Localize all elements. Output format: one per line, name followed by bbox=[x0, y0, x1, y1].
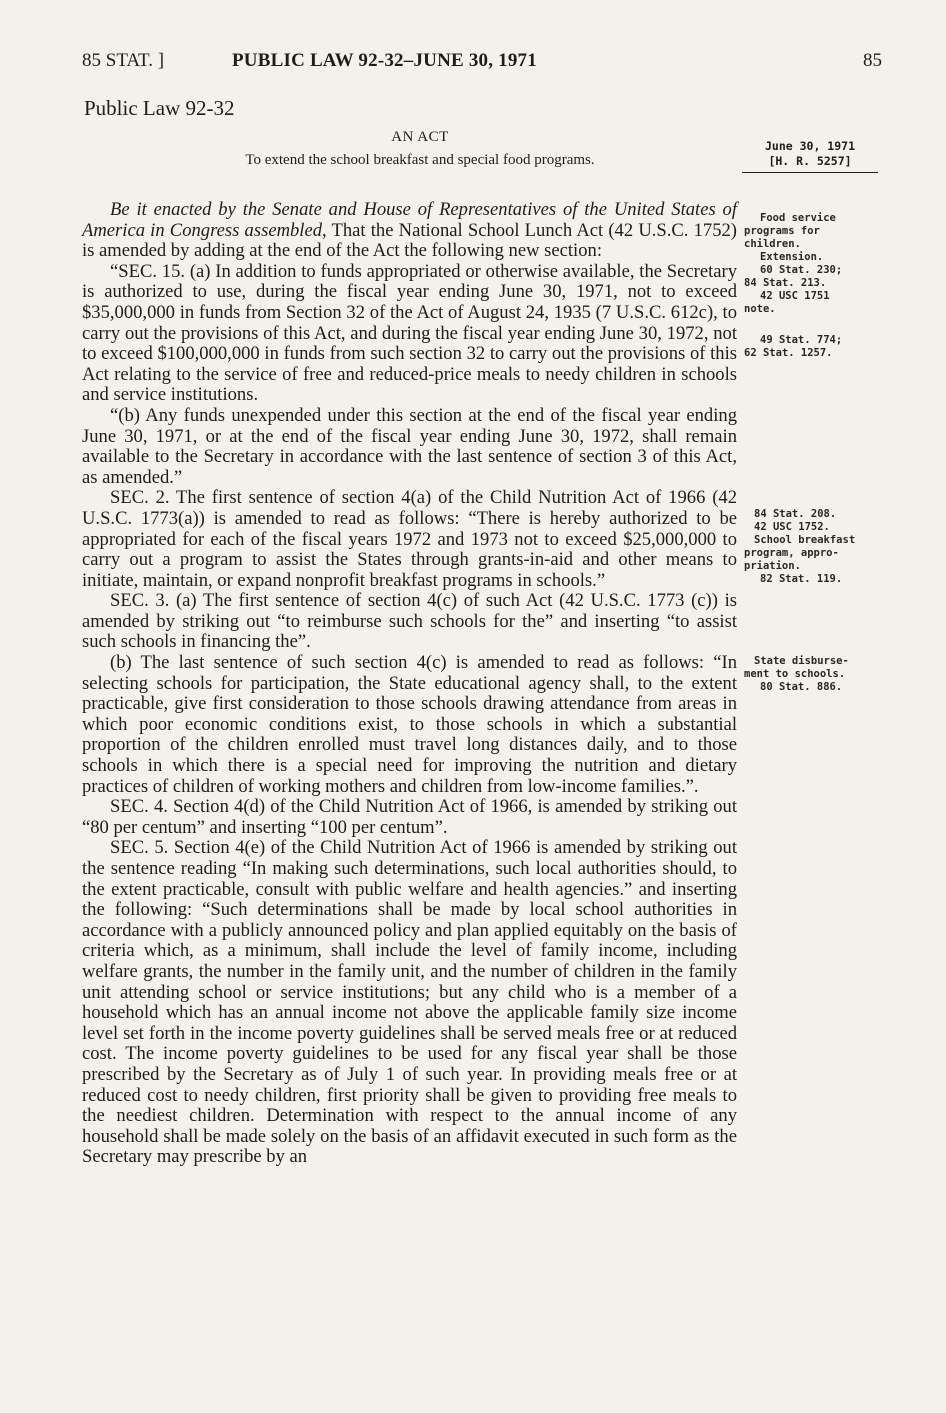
section-3-b: (b) The last sentence of such section 4(c) is amended to read as follows: “In selecting schools for participation, the State educational agency shall, to the extent practicable, give first consideration to those schools drawing attendance from areas in which poor economic conditions exist, to those schools in which a substantial proportion of the children enrolled must travel long distances daily, and to those schools in which there is a special need for improving the nutrition and dietary practices of children of working mothers and children from low-income families.”. bbox=[82, 652, 737, 797]
enacting-clause-italic: Be it enacted by the Senate and House of Representatives of the United States of America in Congress assembled bbox=[82, 199, 737, 241]
margin-line: 42 USC 1752. bbox=[754, 521, 830, 533]
margin-line: 62 Stat. 1257. bbox=[744, 347, 833, 359]
section-4: SEC. 4. Section 4(d) of the Child Nutrition Act of 1966, is amended by striking out “80 per centum” and inserting “100 per centum”. bbox=[82, 796, 737, 838]
margin-line: State disburse- bbox=[754, 655, 849, 667]
margin-note-stat-774 bbox=[744, 334, 884, 360]
section-2: SEC. 2. The first sentence of section 4(a) of the Child Nutrition Act of 1966 (42 U.S.C. 1773(a)) is amended to read as follows: “There is hereby authorized to be appropriated for each of the fiscal years 1972 and 1973 not to exceed $25,000,000 to carry out a program to assist the States through grants-in-aid and other means to initiate, maintain, or expand nonprofit breakfast programs in schools.” bbox=[82, 487, 737, 591]
section-15-a: “SEC. 15. (a) In addition to funds appropriated or otherwise available, the Secretary is authorized to use, during the fiscal year ending June 30, 1971, not to exceed $35,000,000 in funds from Section 32 of the Act of August 24, 1935 (7 U.S.C. 612c), to carry out the provisions of this Act, and during the fiscal year ending June 30, 1972, not to exceed $100,000,000 in funds from such section 32 to carry out the provisions of this Act relating to the service of free and reduced-price meals to needy children in schools and service institutions. bbox=[82, 260, 737, 406]
margin-line: School breakfast bbox=[754, 534, 856, 546]
margin-note-school-breakfast bbox=[744, 508, 884, 586]
enacting-clause bbox=[82, 200, 737, 262]
law-number: Public Law 92-32 bbox=[84, 96, 235, 120]
margin-line: 84 Stat. 213. bbox=[744, 277, 827, 289]
page-number: 85 bbox=[863, 50, 882, 71]
margin-line: ment to schools. bbox=[744, 668, 846, 680]
margin-note-state-disbursement bbox=[744, 655, 884, 694]
margin-line: programs for bbox=[744, 225, 820, 237]
margin-line: 49 Stat. 774; bbox=[760, 334, 843, 346]
margin-note-food-service bbox=[744, 212, 884, 316]
margin-line: 82 Stat. 119. bbox=[760, 573, 843, 585]
header-stat-reference: 85 STAT. ] bbox=[82, 50, 165, 71]
enactment-date-block bbox=[742, 139, 878, 169]
margin-line: 60 Stat. 230; bbox=[760, 264, 843, 276]
margin-line: program, appro- bbox=[744, 547, 839, 559]
enactment-date: June 30, 1971 bbox=[764, 139, 855, 153]
header-title: PUBLIC LAW 92-32–JUNE 30, 1971 bbox=[232, 50, 537, 71]
act-heading: AN ACT bbox=[391, 129, 449, 145]
statute-body bbox=[82, 200, 737, 1168]
margin-line: 80 Stat. 886. bbox=[760, 681, 843, 693]
running-header bbox=[82, 50, 882, 76]
margin-line: note. bbox=[744, 303, 776, 315]
section-5: SEC. 5. Section 4(e) of the Child Nutrition Act of 1966 is amended by striking out the sentence reading “In making such determinations, such local authorities should, to the extent practicable, consult with public welfare and health agencies.” and inserting the following: “Such determinations shall be made by local school authorities in accordance with a publicly announced policy and plan applied equitably on the basis of criteria which, as a minimum, shall include the level of family income, including welfare grants, the number in the family unit, and the number of children in the family unit attending school or service institutions; but any child who is a member of a household which has an annual income not above the applicable family size income level set forth in the income poverty guidelines shall be served meals free or at reduced cost. The income poverty guidelines to be used for any fiscal year shall be those prescribed by the Secretary as of July 1 of such year. In providing meals free or at reduced cost to needy children, first priority shall be given to providing free meals to the neediest children. Determination with respect to the annual income of any household shall be made solely on the basis of an affidavit executed in such form as the Secretary may prescribe by an bbox=[82, 837, 737, 1168]
margin-line: Food service bbox=[760, 212, 836, 224]
margin-line: Extension. bbox=[760, 251, 824, 263]
bill-number: [H. R. 5257] bbox=[768, 154, 852, 168]
enacting-clause-rest: , That the National School Lunch Act (42 U.S.C. 1752) is amended by adding at the end of the Act the following new section: bbox=[82, 219, 737, 262]
margin-line: 84 Stat. 208. bbox=[754, 508, 837, 520]
section-3-a: SEC. 3. (a) The first sentence of section 4(c) of such Act (42 U.S.C. 1773 (c)) is amended by striking out “to reimburse such schools for the” and inserting “to assist such schools in financing the”. bbox=[82, 590, 737, 653]
margin-line: 42 USC 1751 bbox=[760, 290, 830, 302]
date-divider bbox=[742, 172, 878, 173]
section-15-b: “(b) Any funds unexpended under this section at the end of the fiscal year ending June 30, 1971, or at the end of the fiscal year ending June 30, 1972, shall remain available to the Secretary in accordance with the last sentence of section 3 of this Act, as amended.” bbox=[82, 404, 737, 488]
margin-line: priation. bbox=[744, 560, 801, 572]
act-purpose: To extend the school breakfast and special food programs. bbox=[245, 152, 595, 168]
margin-line: children. bbox=[744, 238, 801, 250]
